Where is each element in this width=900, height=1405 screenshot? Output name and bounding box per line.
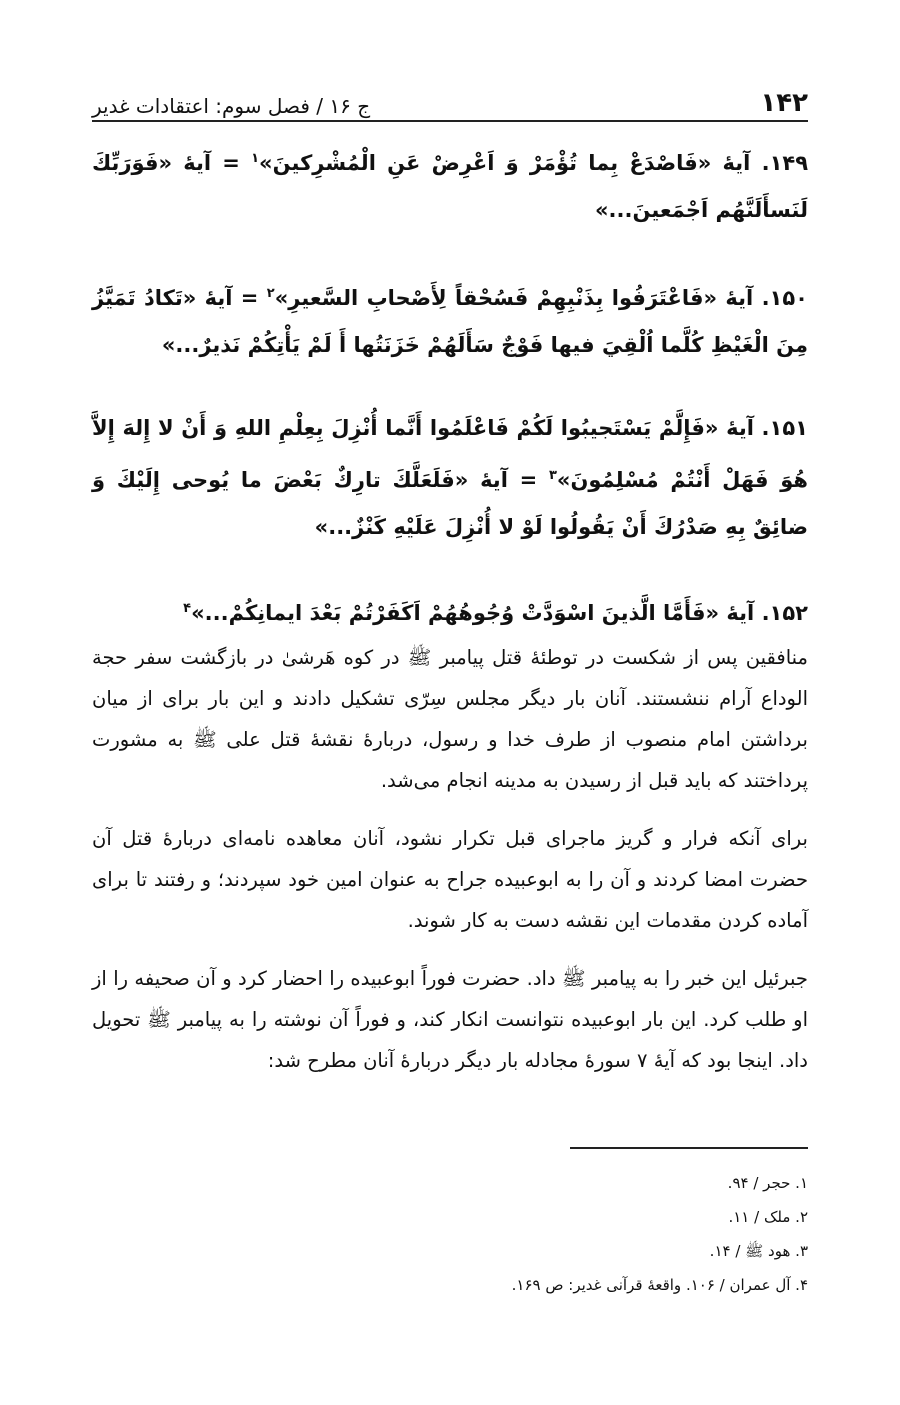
paragraph: جبرئیل این خبر را به پیامبر ﷺ داد. حضرت فوراً ابوعبیده را احضار کرد و آن صحیفه را از او طلب کرد. این بار ابوعبیده نتوانست انکار کند، و فوراً آن نوشته را به پیامبر ﷺ تحویل داد. اینجا بود که آیهٔ ۷ سورهٔ مجادله بار دیگر دربارهٔ آنان مطرح شد: [92, 967, 808, 1072]
verse-151 [92, 405, 808, 551]
paragraph: منافقین پس از شکست در توطئهٔ قتل پیامبر ﷺ در کوه هَرشیٰ در بازگشت سفر حجة الوداع آرام ننشستند. آنان بار دیگر مجلس سِرّی تشکیل دادند و این بار برای از میان برداشتن امام منصوب از طرف خدا و رسول، دربارهٔ نقشهٔ قتل علی ﷺ به مشورت پرداختند که باید قبل از رسیدن به مدینه انجام می‌شد. [92, 646, 808, 792]
verse-149 [92, 135, 808, 234]
main-text [92, 135, 808, 1081]
footnote-item: ۲. ملک / ۱۱. [728, 1208, 808, 1226]
verse-text: ۱۵۰. آیهٔ «فَاعْتَرَفُوا بِذَنْبِهِمْ فَسُحْقاً لِأَصْحابِ السَّعيرِ» [274, 286, 808, 310]
footnote-marker: ۴ [183, 601, 192, 616]
page-header [92, 68, 808, 118]
page-number: ۱۴۲ [760, 88, 808, 118]
verse-text: ۱۵۲. آیهٔ «فَأَمَّا الَّذينَ اسْوَدَّتْ وُجُوهُهُمْ اَكَفَرْتُمْ بَعْدَ ايمانِكُمْ...» [191, 601, 808, 625]
verse-152 [92, 585, 808, 637]
footnote-divider [570, 1147, 808, 1149]
verse-150 [92, 270, 808, 369]
footnotes [92, 1166, 808, 1302]
footnote-item: ۳. هود ﷺ / ۱۴. [709, 1242, 808, 1260]
footnote-item: ۴. آل عمران / ۱۰۶. واقعهٔ قرآنی غدیر: ص ۱۶۹. [511, 1276, 808, 1294]
verse-tail: = آیهٔ «فَلَعَلَّكَ تارِكٌ بَعْضَ ما يُوحى إِلَيْكَ وَ ضائِقٌ بِهِ صَدْرُكَ أَنْ يَقُولُوا لَوْ لا أُنْزِلَ عَلَيْهِ كَنْزٌ...» [92, 468, 808, 539]
verse-text: ۱۴۹. آیهٔ «فَاصْدَعْ بِما تُؤْمَرْ وَ اَعْرِضْ عَنِ الْمُشْرِكينَ» [259, 151, 809, 175]
paragraph: برای آنکه فرار و گریز ماجرای قبل تکرار نشود، آنان معاهده نامه‌ای دربارهٔ قتل آن حضرت امضا کردند و آن را به ابوعبیده جراح به عنوان امین خود سپردند؛ و رفتند تا برای آماده کردن مقدمات این نقشه دست به کار شوند. [92, 827, 808, 932]
footnote-marker: ۲ [266, 286, 275, 301]
footnote-marker: ۱ [251, 151, 260, 166]
verse-tail: = آیهٔ «فَوَرَبِّكَ لَنَسأَلَنَّهُم اَجْمَعينَ...» [92, 151, 808, 222]
header-divider [92, 120, 808, 122]
verse-text: ۱۵۱. آیهٔ «فَإِلَّمْ يَسْتَجيبُوا لَكُمْ فَاعْلَمُوا أَنَّما أُنْزِلَ بِعِلْمِ اللهِ وَ أَنْ لا إِلهَ إِلاَّ هُوَ فَهَلْ أَنْتُمْ مُسْلِمُونَ» [92, 416, 808, 492]
running-title: ج ۱۶ / فصل سوم: اعتقادات غدیر [92, 94, 371, 118]
verse-tail: = آیهٔ «تَكادُ تَمَيَّزُ مِنَ الْغَيْظِ كُلَّما اُلْقِيَ فيها فَوْجٌ سَأَلَهُمْ خَزَنَتُها أَ لَمْ يَأْتِكُمْ نَذيرٌ...» [92, 286, 808, 357]
footnote-marker: ۳ [548, 468, 557, 483]
footnote-item: ۱. حجر / ۹۴. [727, 1174, 808, 1192]
